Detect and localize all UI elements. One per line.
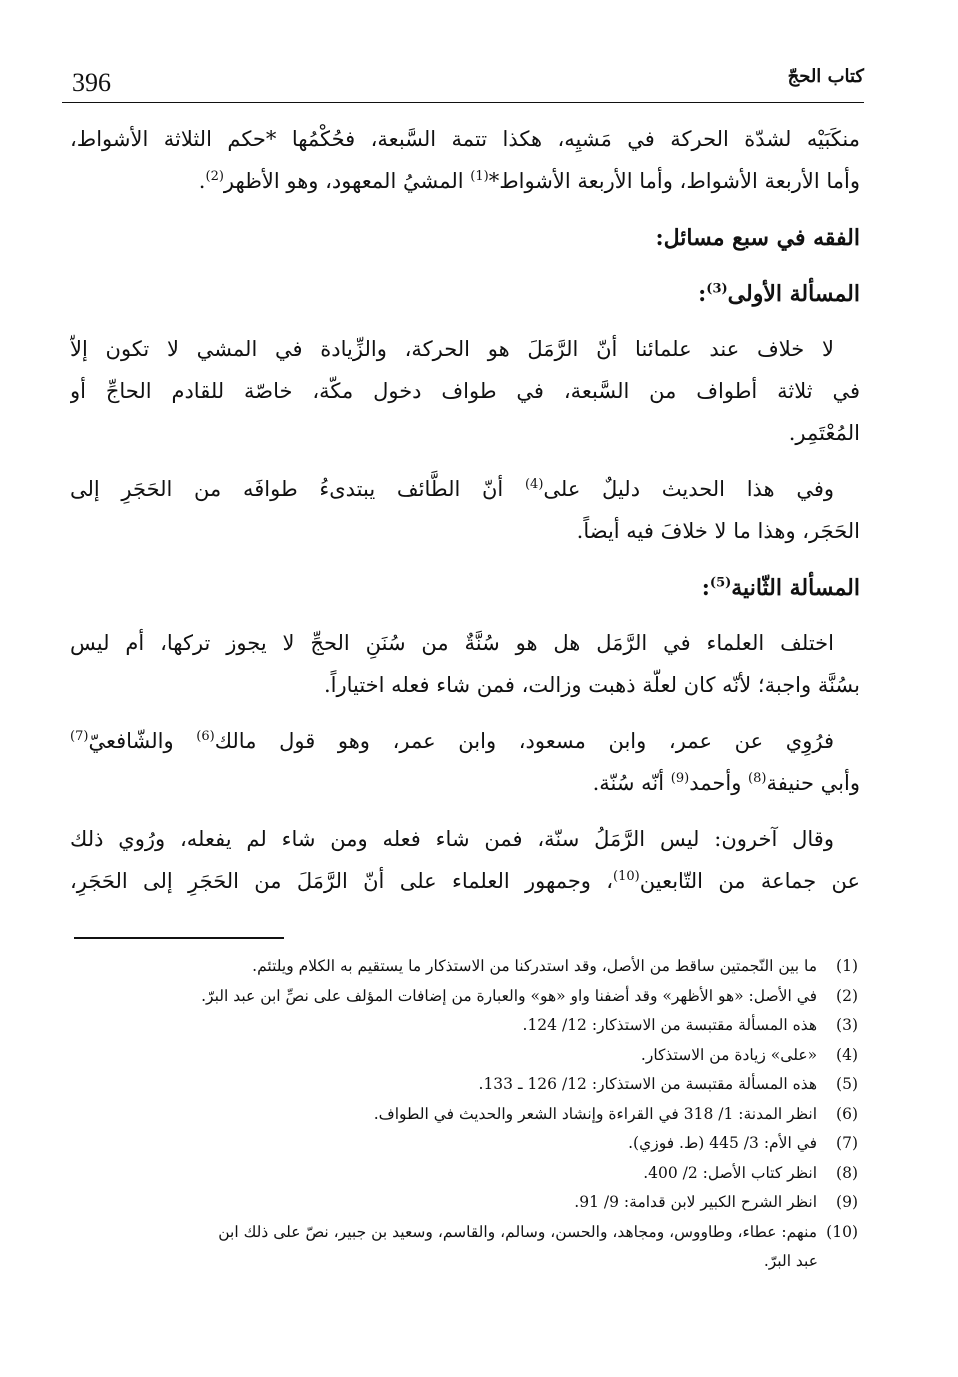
main-text — [70, 118, 860, 916]
text-line — [70, 762, 860, 804]
heading-text: المسألة الأولى — [727, 281, 860, 307]
text-span: أنّ الطَّائف يبتدىءُ طوافَه من الحَجَرِ إلى — [70, 477, 525, 501]
paragraph-4 — [70, 622, 860, 706]
text-span: وأبي حنيفة — [766, 771, 860, 795]
heading-colon: : — [701, 575, 710, 601]
text-span: وفي هذا الحديث دليلٌ على — [543, 477, 834, 501]
footnote-ref: (3) — [706, 281, 728, 297]
footnote-item — [70, 1129, 858, 1159]
footnote-continuation: عبد البرّ. — [763, 1252, 818, 1270]
footnotes — [70, 952, 858, 1277]
footnote-ref: (7) — [70, 729, 89, 744]
footnote-item — [70, 1218, 858, 1248]
footnote-text: هذه المسألة مقتبسة من الاستذكار: 12/ 124. — [522, 1016, 818, 1034]
footnote-text: انظر كتاب الأصل: 2/ 400. — [643, 1163, 818, 1182]
footnote-number: (6) — [836, 1104, 858, 1123]
footnote-ref: (10) — [613, 869, 640, 884]
footnote-number: (10) — [826, 1222, 858, 1241]
text-line — [70, 468, 834, 510]
footnote-ref: (2) — [205, 169, 224, 184]
text-line — [70, 160, 860, 202]
paragraph-5 — [70, 720, 860, 804]
footnote-ref: (1) — [470, 169, 489, 184]
text-span: فرُوِي عن عمر، وابن مسعود، وابن عمر، وهو قول مالك — [214, 729, 834, 753]
footnote-text: انظر الشرح الكبير لابن قدامة: 9/ 91. — [574, 1193, 818, 1211]
text-span: عن جماعة من التّابعين — [639, 869, 860, 893]
footnote-item — [70, 982, 858, 1012]
footnote-item — [70, 1159, 858, 1189]
section-heading: الفقه في سبع مسائل: — [655, 225, 860, 251]
footnote-item — [70, 1011, 858, 1041]
text-line: اختلف العلماء في الرَّمَل هل هو سُنَّةٌ من سُنَنِ الحجِّ لا يجوز تركها، أم ليس — [70, 631, 834, 655]
text-line — [70, 860, 860, 902]
running-head: كتاب الحجّ — [787, 66, 864, 87]
footnote-number: (1) — [836, 957, 858, 975]
text-line: بسُنَّة واجبة؛ لأنّه كان لعلّة ذهبت وزالت، فمن شاء فعله اختياراً. — [323, 673, 860, 697]
footnote-ref: (5) — [709, 575, 732, 591]
footnote-ref: (6) — [196, 729, 215, 744]
footnote-number: (5) — [836, 1075, 858, 1093]
text-line: وقال آخرون: ليس الرَّمَلُ سنّة، فمن شاء فعله ومن شاء لم يفعله، ورُوي ذلك — [70, 827, 834, 851]
footnote-text: منهم: عطاء، وطاووس، ومجاهد، والحسن، وسالم، والقاسم، وسعيد بن جبير، نصّ على ذلك ابن — [218, 1222, 818, 1241]
footnote-number: (2) — [836, 986, 858, 1005]
text-span: . — [198, 169, 206, 193]
footnote-number: (3) — [836, 1016, 858, 1034]
text-line: في ثلاثة أطواف من السَّبعة، في طواف دخول مكّة، خاصّة للقادم الحاجِّ أو — [70, 379, 860, 403]
text-span: المشيُ المعهود، وهو الأظهر — [223, 169, 471, 193]
text-line: الحَجَر، وهذا ما لا خلافَ فيه أيضاً. — [576, 519, 860, 543]
footnote-item — [70, 952, 858, 982]
footnote-item — [70, 1188, 858, 1218]
footnote-text: هذه المسألة مقتبسة من الاستذكار: 12/ 126 ـ 133. — [478, 1075, 818, 1093]
question-heading — [70, 272, 860, 316]
footnote-number: (9) — [836, 1193, 858, 1211]
paragraph-6 — [70, 818, 860, 902]
footnote-ref: (8) — [748, 771, 767, 786]
footnote-item — [70, 1041, 858, 1071]
footnote-ref: (9) — [670, 771, 690, 786]
footnote-number: (8) — [836, 1163, 858, 1182]
footnote-separator — [74, 937, 284, 939]
footnote-text: «على» زيادة من الاستذكار. — [640, 1045, 818, 1064]
footnote-number: (4) — [836, 1045, 858, 1064]
text-span: والشّافعيّ — [88, 729, 197, 753]
footnote-ref: (4) — [524, 477, 544, 492]
text-span: وأحمد — [689, 771, 749, 795]
text-line: منكَبَيْه لشدّة الحركة في مَشيِه، هكذا تتمة السَّبعة، فحُكْمُها *حكم الثلاثة الأشواط، — [70, 127, 860, 151]
footnote-item — [70, 1070, 858, 1100]
question-heading — [70, 566, 860, 610]
footnote-number: (7) — [836, 1134, 858, 1152]
paragraph-2 — [70, 328, 860, 454]
page-header — [62, 62, 864, 103]
paragraph-3 — [70, 468, 860, 552]
text-line: المُعْتَمِر. — [788, 421, 860, 445]
page-number: 396 — [72, 68, 111, 97]
footnote-text: ما بين النّجمتين ساقط من الأصل، وقد استدركنا من الاستذكار ما يستقيم به الكلام ويلتئم. — [252, 957, 818, 975]
heading-text: المسألة الثّانية — [731, 575, 860, 601]
text-span: ، وجمهور العلماء على أنّ الرَّمَلَ من الحَجَرِ إلى الحَجَرِ، — [70, 869, 614, 893]
text-line — [70, 720, 834, 762]
footnote-item — [70, 1100, 858, 1130]
footnote-text: انظر المدنة: 1/ 318 في القراءة وإنشاد الشعر والحديث في الطواف. — [373, 1104, 818, 1123]
heading-colon: : — [698, 281, 707, 307]
text-span: أنّه سُنّة. — [592, 771, 671, 795]
paragraph-1 — [70, 118, 860, 202]
text-line: لا خلاف عند علمائنا أنّ الرَّمَلَ هو الحركة، والزِّيادة في المشي لا تكون إلاّ — [70, 337, 834, 361]
footnote-text: في الأصل: «هو الأظهر» وقد أضفنا واو «هو» والعبارة من إضافات المؤلف على نصِّ ابن عبد البرّ. — [201, 986, 818, 1005]
text-span: وأما الأربعة الأشواط، وأما الأربعة الأشواط* — [488, 169, 860, 193]
footnote-text: في الأم: 3/ 445 (ط. فوزي). — [628, 1134, 818, 1152]
